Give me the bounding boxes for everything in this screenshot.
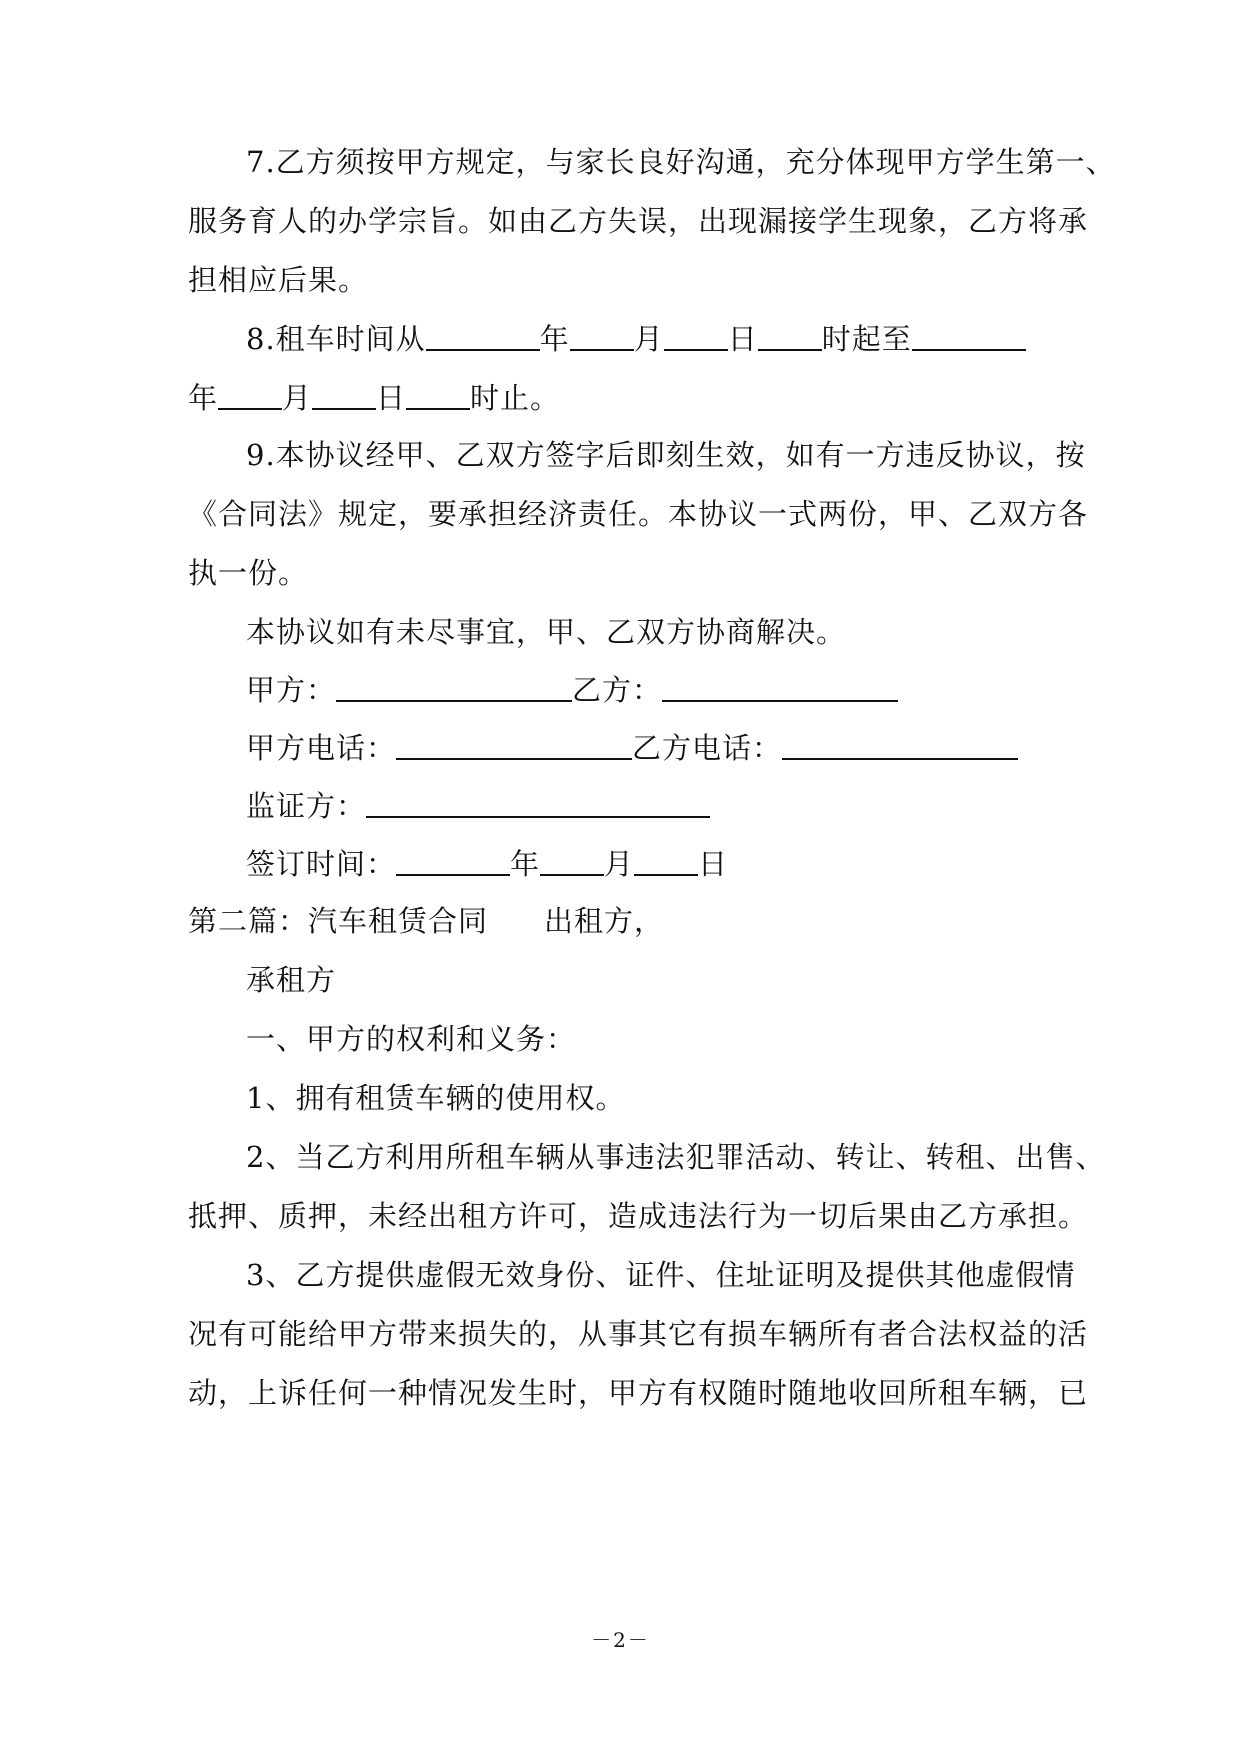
section-2-item-3-line-2: 况有可能给甲方带来损失的，从事其它有损车辆所有者合法权益的活 — [188, 1317, 1089, 1351]
witness-blank[interactable] — [366, 786, 710, 818]
party-signature-line — [246, 668, 898, 712]
paragraph-7-line-3: 担相应后果。 — [188, 263, 369, 297]
phone-line — [246, 726, 1018, 770]
party-b-label: 乙方： — [572, 673, 663, 707]
start-month-blank[interactable] — [570, 319, 634, 351]
sign-month-blank[interactable] — [540, 844, 604, 876]
hour-until-label: 时止。 — [470, 381, 561, 415]
month-label: 月 — [604, 847, 635, 881]
hour-from-to-label: 时起至 — [821, 322, 912, 356]
phone-b-blank[interactable] — [782, 728, 1018, 760]
paragraph-9-line-3: 执一份。 — [188, 556, 309, 590]
year-label: 年 — [510, 847, 541, 881]
section-2-heading-1: 一、甲方的权利和义务： — [246, 1022, 577, 1056]
sign-date-label: 签订时间： — [246, 847, 397, 881]
phone-b-label: 乙方电话： — [632, 731, 783, 765]
witness-line — [246, 784, 710, 828]
day-label: 日 — [698, 847, 729, 881]
party-b-blank[interactable] — [662, 670, 898, 702]
witness-label: 监证方： — [246, 789, 367, 823]
party-a-blank[interactable] — [336, 670, 572, 702]
rental-from-label: 8.租车时间从 — [246, 322, 426, 356]
month-label: 月 — [282, 381, 313, 415]
phone-a-label: 甲方电话： — [246, 731, 397, 765]
paragraph-8-line-1 — [246, 317, 1026, 361]
year-label: 年 — [188, 381, 219, 415]
phone-a-blank[interactable] — [396, 728, 632, 760]
party-a-label: 甲方： — [246, 673, 337, 707]
start-hour-blank[interactable] — [758, 319, 822, 351]
sign-day-blank[interactable] — [634, 844, 698, 876]
end-year-blank[interactable] — [912, 319, 1026, 351]
paragraph-7-line-1: 7.乙方须按甲方规定，与家长良好沟通，充分体现甲方学生第一、 — [246, 145, 1116, 179]
day-label: 日 — [727, 322, 758, 356]
day-label: 日 — [376, 381, 407, 415]
section-2-item-2-line-1: 2、当乙方利用所租车辆从事违法犯罪活动、转让、转租、出售、 — [246, 1140, 1106, 1174]
section-2-title: 第二篇：汽车租赁合同 — [188, 904, 489, 938]
section-2-item-3-line-3: 动，上诉任何一种情况发生时，甲方有权随时随地收回所租车辆，已 — [188, 1376, 1089, 1410]
month-label: 月 — [633, 322, 664, 356]
paragraph-9-line-1: 9.本协议经甲、乙双方签字后即刻生效，如有一方违反协议，按 — [246, 438, 1086, 472]
sign-date-line — [246, 842, 728, 886]
page-number: －2－ — [591, 1628, 650, 1652]
paragraph-8-line-2 — [188, 376, 560, 420]
end-month-blank[interactable] — [218, 378, 282, 410]
paragraph-9-line-2: 《合同法》规定，要承担经济责任。本协议一式两份，甲、乙双方各 — [188, 497, 1089, 531]
paragraph-7-line-2: 服务育人的办学宗旨。如由乙方失误，出现漏接学生现象，乙方将承 — [188, 204, 1089, 238]
paragraph-10: 本协议如有未尽事宜，甲、乙双方协商解决。 — [246, 615, 847, 649]
sign-year-blank[interactable] — [396, 844, 510, 876]
section-2-title-line — [188, 899, 664, 943]
start-year-blank[interactable] — [426, 319, 540, 351]
section-2-item-3-line-1: 3、乙方提供虚假无效身份、证件、住址证明及提供其他虚假情 — [246, 1258, 1076, 1292]
section-2-item-1: 1、拥有租赁车辆的使用权。 — [246, 1081, 626, 1115]
end-day-blank[interactable] — [312, 378, 376, 410]
lessee-label: 承租方 — [246, 963, 337, 997]
section-2-item-2-line-2: 抵押、质押，未经出租方许可，造成违法行为一切后果由乙方承担。 — [188, 1199, 1089, 1233]
lessor-label: 出租方， — [544, 904, 665, 938]
year-label: 年 — [539, 322, 570, 356]
end-hour-blank[interactable] — [406, 378, 470, 410]
start-day-blank[interactable] — [664, 319, 728, 351]
